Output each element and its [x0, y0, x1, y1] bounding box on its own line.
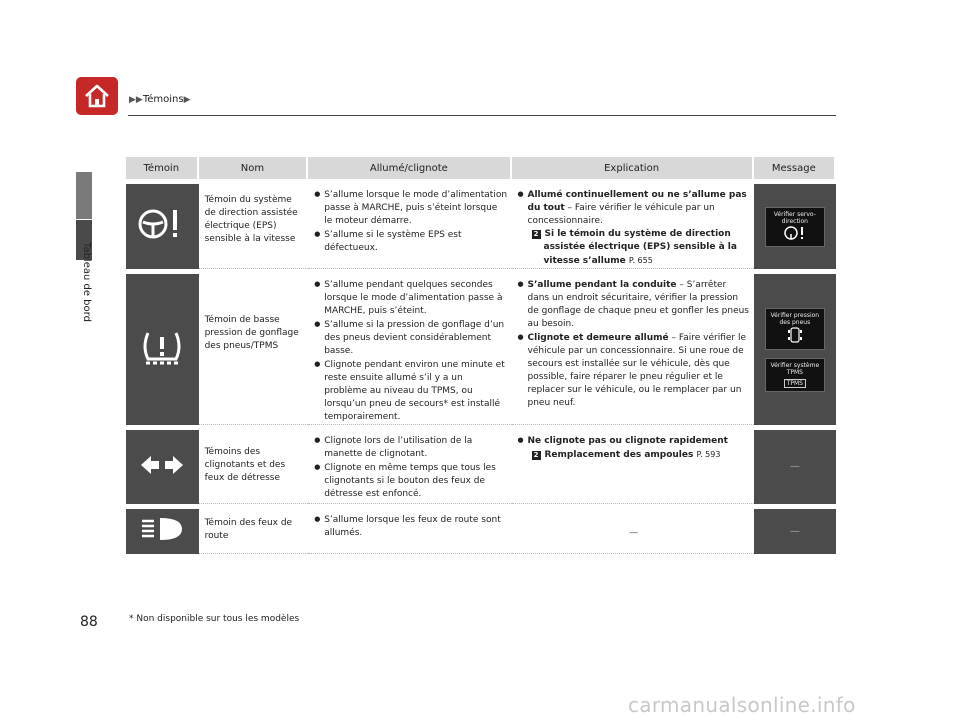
header-temoin: Témoin — [126, 157, 199, 179]
ref-arrow-icon: 2 — [532, 230, 541, 239]
high-beam-icon — [126, 509, 199, 554]
ref-link[interactable]: 2 Si le témoin du système de direction assistée électrique (EPS) sensible à la vitesse s’allume P. 655 — [518, 228, 750, 268]
condition-item: ● Clignote lors de l’utilisation de la manette de clignotant. — [314, 434, 507, 461]
ref-arrow-icon: 2 — [532, 451, 541, 460]
table-header-row — [126, 157, 836, 179]
table-row — [126, 184, 836, 269]
eps-warning-icon — [780, 225, 810, 241]
eps-warning-icon — [126, 184, 199, 269]
row-explanation: — — [512, 509, 754, 554]
message-display: Vérifier pression des pneus — [765, 308, 825, 350]
header-explication: Explication — [512, 157, 754, 179]
condition-item: ● S’allume si la pression de gonflage d’un des pneus devient considérablement basse. — [314, 318, 507, 358]
message-display: Vérifier servo-direction — [765, 207, 825, 247]
row-explanation — [512, 184, 754, 269]
row-explanation — [512, 430, 754, 504]
row-conditions — [308, 274, 511, 425]
breadcrumb-arrows: ▶▶ — [129, 95, 143, 105]
tpms-badge: TPMS — [784, 379, 806, 388]
explanation-bold: Allumé continuellement ou ne s’allume pas du tout — [527, 190, 747, 213]
message-display: Vérifier système TPMS TPMS — [765, 358, 825, 392]
row-message: — — [754, 509, 836, 554]
header-allume: Allumé/clignote — [308, 157, 511, 179]
condition-item: ● Clignote en même temps que tous les clignotants si le bouton des feux de détresse est enfoncé. — [314, 461, 507, 501]
watermark: carmanualsonline.info — [628, 693, 856, 717]
row-explanation — [512, 274, 754, 425]
tpms-warning-icon — [126, 274, 199, 425]
explanation-text: – Faire vérifier le véhicule par un concessionnaire. — [527, 203, 715, 226]
breadcrumb-tail: ▶ — [183, 95, 191, 105]
header-nom: Nom — [199, 157, 309, 179]
ref-page[interactable]: P. 655 — [628, 256, 653, 265]
row-name: Témoin du système de direction assistée électrique (EPS) sensible à la vitesse — [199, 184, 309, 269]
home-icon[interactable] — [76, 77, 118, 115]
condition-item: ● S’allume lorsque le mode d’alimentation passe à MARCHE, puis s’éteint lorsque le moteur démarre. — [314, 188, 507, 228]
explanation-text: – S’arrêter dans un endroit sécuritaire, vérifier la pression de gonflage de chaque pneu et gonfler les pneus au besoin. — [527, 280, 749, 329]
table-row — [126, 509, 836, 554]
condition-item: ● S’allume lorsque les feux de route sont allumés. — [314, 513, 507, 540]
condition-item: ● S’allume pendant quelques secondes lorsque le mode d’alimentation passe à MARCHE, puis s’éteint. — [314, 278, 507, 318]
house-icon — [82, 82, 112, 110]
header-rule — [128, 115, 836, 116]
turn-signal-icon — [126, 430, 199, 504]
tire-pressure-icon — [785, 326, 805, 344]
footnote: * Non disponible sur tous les modèles — [129, 614, 300, 624]
header-message: Message — [754, 157, 836, 179]
sidebar-tab-inactive — [76, 172, 92, 219]
row-name: Témoins des clignotants et des feux de détresse — [199, 430, 309, 504]
row-message: — — [754, 430, 836, 504]
indicator-table — [126, 157, 836, 554]
ref-link[interactable]: 2 Remplacement des ampoules P. 593 — [518, 448, 750, 462]
condition-item: ● Clignote pendant environ une minute et reste ensuite allumé s’il y a un problème au niveau du TPMS, ou lorsqu’un pneu de secours* est installé temporairement. — [314, 358, 507, 424]
ref-page[interactable]: P. 593 — [696, 450, 721, 459]
table-row — [126, 430, 836, 504]
table-row — [126, 274, 836, 425]
condition-item: ● S’allume si le système EPS est défectueux. — [314, 228, 507, 255]
explanation-bold: Clignote et demeure allumé — [527, 333, 669, 343]
row-name: Témoin des feux de route — [199, 509, 309, 554]
explanation-bold: S’allume pendant la conduite — [527, 280, 677, 290]
breadcrumb-section[interactable]: Témoins — [142, 94, 184, 105]
breadcrumb[interactable] — [129, 94, 191, 105]
row-message — [754, 184, 836, 269]
row-name: Témoin de basse pression de gonflage des pneus/TPMS — [199, 274, 309, 425]
row-conditions — [308, 430, 511, 504]
explanation-text: – Faire vérifier le véhicule par un concessionnaire. Si une roue de secours est installée sur le véhicule, dès que possible, faire réparer le pneu régulier et le replacer sur le véhicule, ou le remplacer par un pneu neuf. — [527, 333, 746, 408]
page-number: 88 — [80, 614, 98, 630]
row-conditions — [308, 184, 511, 269]
sidebar-label: Tableau de bord — [81, 242, 92, 322]
row-message — [754, 274, 836, 425]
row-conditions — [308, 509, 511, 554]
explanation-bold: Ne clignote pas ou clignote rapidement — [527, 436, 728, 446]
